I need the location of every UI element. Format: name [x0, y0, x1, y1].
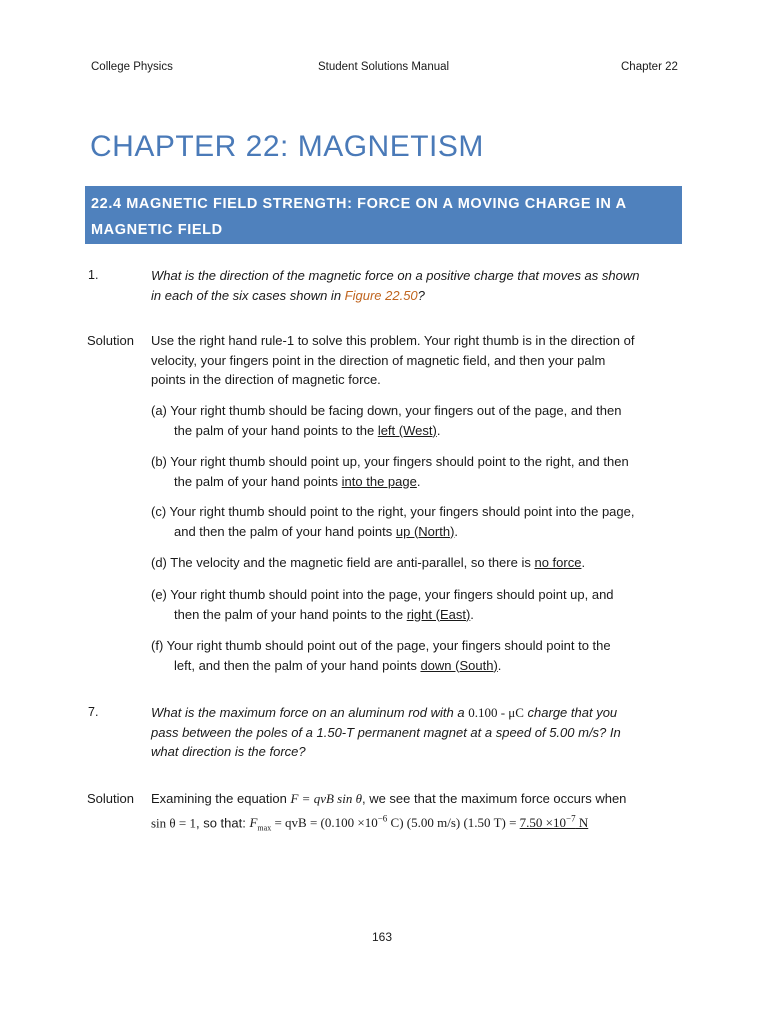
- question-text: What is the maximum force on an aluminum rod with a: [151, 705, 469, 720]
- header-center: Student Solutions Manual: [318, 61, 450, 73]
- question-text: in each of the six cases shown in: [151, 287, 345, 303]
- final-answer: [520, 815, 589, 830]
- item-line: (a) Your right thumb should be facing down, your fingers out of the page, and then: [151, 403, 622, 418]
- solution-item-d: [151, 553, 686, 573]
- solution-text: , we see that the maximum force occurs when: [361, 791, 627, 806]
- problem-1-question-line1: What is the direction of the magnetic force on a positive charge that moves as shown: [151, 268, 640, 283]
- answer-a: left (West): [377, 422, 437, 438]
- solution-7-body: [151, 789, 696, 838]
- item-punct: .: [454, 523, 459, 539]
- force-equation: F = qvB sin θ: [290, 791, 362, 806]
- item-line: (b) Your right thumb should point up, your fingers should point to the right, and then: [151, 454, 629, 469]
- item-line: and then the palm of your hand points: [174, 523, 396, 539]
- charge-value: 0.100 - μC: [468, 705, 524, 720]
- item-punct: .: [581, 555, 586, 570]
- max-force-equation: [249, 813, 589, 833]
- answer-unit: N: [575, 814, 589, 830]
- item-line: (f) Your right thumb should point out of the page, your fingers should point to the: [151, 638, 611, 653]
- page-number: 163: [372, 930, 393, 944]
- item-punct: .: [436, 422, 441, 438]
- solution-item-c: [151, 502, 686, 541]
- item-punct: .: [497, 657, 502, 673]
- solution-7-label: Solution: [87, 791, 134, 806]
- chapter-title: CHAPTER 22: MAGNETISM: [90, 130, 484, 163]
- solution-intro-line: velocity, your fingers point in the direction of magnetic field, and then your palm: [151, 352, 606, 368]
- item-line: (e) Your right thumb should point into the page, your fingers should point up, and: [151, 587, 614, 602]
- solution-item-e: [151, 585, 686, 624]
- item-line: left, and then the palm of your hand points: [174, 657, 421, 673]
- section-banner: [85, 186, 682, 244]
- question-text: what direction is the force?: [151, 744, 306, 759]
- question-text: pass between the poles of a 1.50-T permanent magnet at a speed of 5.00 m/s? In: [151, 724, 621, 740]
- answer-exponent: −7: [566, 813, 576, 824]
- solution-item-f: [151, 636, 686, 675]
- section-title-line1: 22.4 MAGNETIC FIELD STRENGTH: FORCE ON A MOVING CHARGE IN A: [91, 196, 627, 212]
- answer-e: right (East): [406, 606, 471, 622]
- solution-intro-line: Use the right hand rule-1 to solve this problem. Your right thumb is in the direction of: [151, 333, 635, 348]
- answer-c: up (North): [395, 523, 455, 539]
- problem-1-question-line2: [151, 286, 691, 306]
- item-line: the palm of your hand points to the: [174, 422, 378, 438]
- eq-symbol: F: [249, 814, 258, 830]
- eq-text: C) (5.00 m/s) (1.50 T) =: [387, 814, 520, 830]
- answer-b: into the page: [341, 473, 417, 489]
- answer-f: down (South): [420, 657, 498, 673]
- solution-intro-line: points in the direction of magnetic force.: [151, 372, 381, 387]
- problem-7-question: [151, 703, 691, 762]
- item-line: the palm of your hand points: [174, 473, 342, 489]
- item-line: then the palm of your hand points to the: [174, 606, 407, 622]
- question-text: charge that you: [523, 705, 618, 720]
- eq-exponent: −6: [377, 813, 388, 824]
- section-title-line2: MAGNETIC FIELD: [91, 222, 223, 238]
- figure-link[interactable]: Figure 22.50: [344, 287, 418, 303]
- problem-1-question: [151, 266, 691, 305]
- item-line: (c) Your right thumb should point to the right, your fingers should point into the page,: [151, 504, 635, 519]
- max-condition: sin θ = 1: [151, 814, 196, 830]
- solution-1-intro: [151, 331, 691, 390]
- answer-base: 7.50 ×10: [519, 814, 567, 830]
- header-left: College Physics: [91, 61, 173, 73]
- header-right: Chapter 22: [621, 61, 678, 73]
- solution-1-label: Solution: [87, 333, 134, 348]
- solution-text: , so that:: [195, 814, 250, 830]
- solution-item-b: [151, 452, 686, 491]
- problem-1-number: 1.: [88, 268, 99, 282]
- solution-item-a: [151, 401, 686, 440]
- solution-text: Examining the equation: [151, 791, 291, 806]
- eq-text: = qvB = (0.100 ×10: [271, 814, 378, 830]
- item-punct: .: [470, 606, 474, 622]
- question-text: ?: [417, 287, 425, 303]
- eq-subscript: max: [257, 823, 272, 833]
- item-line: (d) The velocity and the magnetic field are anti-parallel, so there is: [151, 555, 535, 570]
- item-punct: .: [416, 473, 421, 489]
- problem-7-number: 7.: [88, 705, 99, 719]
- answer-d: no force: [534, 555, 582, 570]
